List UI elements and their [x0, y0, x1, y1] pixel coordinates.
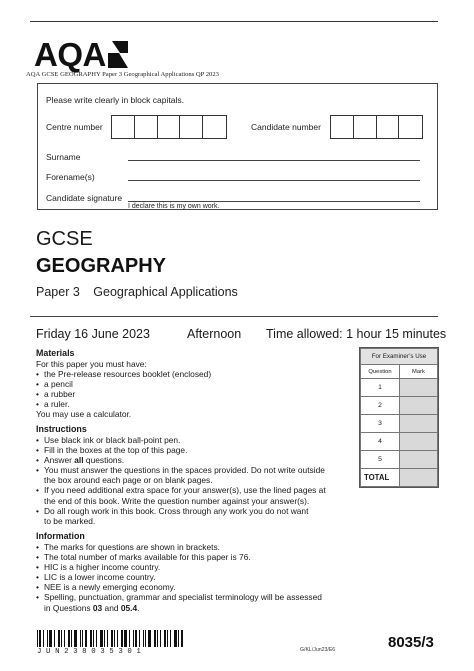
barcode-bar: [90, 630, 92, 647]
logo-text: AQA: [34, 36, 106, 73]
subject-title: GEOGRAPHY: [36, 255, 167, 277]
barcode-bar: [96, 630, 97, 647]
barcode-bar: [80, 630, 81, 647]
paper-title: [36, 285, 238, 299]
materials-item: • a rubber: [36, 389, 211, 399]
barcode-bar: [154, 630, 156, 647]
mark-cell: [400, 415, 438, 433]
instruction-item: • Fill in the boxes at the top of this page.: [36, 445, 326, 455]
question-number: 5: [361, 451, 400, 469]
materials-item: • a pencil: [36, 379, 211, 389]
information-item-spag: • Spelling, punctuation, grammar and specialist terminology will be assessed in Questions 03 and 05.4.: [36, 592, 322, 612]
barcode-bar: [164, 630, 166, 647]
forenames-label: Forename(s): [46, 172, 95, 182]
mark-column-header: Mark: [400, 365, 438, 379]
time-allowed: Time allowed: 1 hour 15 minutes: [266, 327, 447, 341]
barcode-bar: [61, 630, 62, 647]
information-item: • HIC is a higher income country.: [36, 562, 322, 572]
barcode-bar: [133, 630, 134, 647]
surname-label: Surname: [46, 152, 81, 162]
information-item: • The total number of marks available for this paper is 76.: [36, 552, 322, 562]
calculator-note: You may use a calculator.: [36, 409, 132, 420]
barcode-bar: [114, 630, 115, 647]
barcode-bar: [47, 630, 48, 647]
barcode-bar: [93, 630, 94, 647]
materials-intro: For this paper you must have:: [36, 359, 147, 369]
materials-heading: Materials: [36, 348, 75, 358]
barcode-bar: [178, 630, 179, 647]
barcode-bar: [49, 630, 52, 647]
aqa-logo: [34, 36, 129, 73]
qualification-title: GCSE: [36, 228, 93, 250]
document-code: G/KL/Jun23/E6: [300, 647, 336, 653]
exam-date: Friday 16 June 2023: [36, 327, 150, 341]
paper-number: Paper 3: [36, 285, 80, 299]
instructions-heading: Instructions: [36, 424, 87, 434]
barcode-bar: [71, 630, 72, 647]
barcode-bar: [167, 630, 168, 647]
barcode: [37, 630, 187, 647]
barcode-bar: [124, 630, 127, 647]
question-column-header: Question: [361, 365, 400, 379]
barcode-bar: [54, 630, 55, 647]
paper-code: 8035/3: [388, 634, 434, 651]
information-list: [36, 542, 322, 613]
barcode-bar: [37, 630, 38, 647]
barcode-bar: [139, 630, 140, 647]
materials-section: [36, 348, 211, 420]
barcode-bar: [170, 630, 171, 647]
total-mark-cell: [400, 469, 438, 487]
barcode-bar: [160, 630, 161, 647]
examiners-use-title: For Examiner’s Use: [361, 349, 438, 365]
mark-cell: [400, 451, 438, 469]
candidate-number-input[interactable]: [330, 115, 423, 139]
block-capitals-instruction: Please write clearly in block capitals.: [46, 95, 184, 105]
question-number: 1: [361, 379, 400, 397]
barcode-bar: [143, 630, 144, 647]
centre-number-label: Centre number: [46, 122, 103, 132]
barcode-bar: [135, 630, 137, 647]
barcode-bar: [174, 630, 177, 647]
own-work-declaration: I declare this is my own work.: [128, 203, 220, 210]
instruction-item: • Do all rough work in this book. Cross through any work you do not want to be marked.: [36, 506, 326, 526]
information-heading: Information: [36, 531, 85, 541]
materials-list: [36, 369, 211, 409]
instruction-item: • Answer all questions.: [36, 455, 326, 465]
barcode-bar: [82, 630, 83, 647]
barcode-bar: [107, 630, 108, 647]
barcode-bar: [117, 630, 118, 647]
forenames-field[interactable]: [128, 180, 420, 181]
materials-item: • a ruler.: [36, 399, 211, 409]
barcode-bar: [100, 630, 103, 647]
question-number: 4: [361, 433, 400, 451]
signature-label: Candidate signature: [46, 193, 123, 203]
barcode-bar: [157, 630, 158, 647]
instructions-section: [36, 424, 326, 526]
barcode-bar: [74, 630, 77, 647]
aqa-logo-mark-icon: [107, 40, 129, 70]
barcode-bar: [58, 630, 60, 647]
total-label: TOTAL: [361, 469, 400, 487]
barcode-bar: [121, 630, 123, 647]
barcode-bar: [68, 630, 70, 647]
barcode-bar: [39, 630, 41, 647]
mark-cell: [400, 433, 438, 451]
signature-field[interactable]: [128, 201, 420, 202]
information-item: • The marks for questions are shown in brackets.: [36, 542, 322, 552]
mark-cell: [400, 379, 438, 397]
barcode-number: JUN238035301: [37, 648, 146, 656]
paper-name: Geographical Applications: [93, 285, 238, 299]
barcode-bar: [104, 630, 105, 647]
instruction-item: • You must answer the questions in the spaces provided. Do not write outside the box around each page or on blank pages.: [36, 465, 326, 485]
candidate-number-label: Candidate number: [251, 122, 321, 132]
barcode-bar: [85, 630, 87, 647]
barcode-bar: [43, 630, 44, 647]
barcode-bar: [111, 630, 113, 647]
qp-reference: AQA GCSE GEOGRAPHY Paper 3 Geographical Applications QP 2023: [26, 71, 219, 78]
information-item: • LIC is a lower income country.: [36, 572, 322, 582]
surname-field[interactable]: [128, 160, 420, 161]
question-number: 3: [361, 415, 400, 433]
materials-item: • the Pre-release resources booklet (enclosed): [36, 369, 211, 379]
barcode-bar: [148, 630, 151, 647]
question-number: 2: [361, 397, 400, 415]
barcode-bar: [129, 630, 130, 647]
top-rule: [30, 21, 438, 22]
barcode-bar: [145, 630, 146, 647]
barcode-bar: [64, 630, 65, 647]
centre-number-input[interactable]: [111, 115, 227, 139]
examiners-use-table: [359, 347, 439, 488]
candidate-details-box: [37, 83, 438, 210]
instruction-item: • If you need additional extra space for your answer(s), use the lined pages at the end of this book. Write the question number against your answer(s).: [36, 485, 326, 505]
barcode-bar: [181, 630, 183, 647]
information-section: [36, 531, 322, 613]
instructions-list: [36, 435, 326, 526]
exam-session: Afternoon: [187, 327, 242, 341]
section-divider: [30, 316, 438, 317]
instruction-item: • Use black ink or black ball-point pen.: [36, 435, 326, 445]
mark-cell: [400, 397, 438, 415]
information-item: • NEE is a newly emerging economy.: [36, 582, 322, 592]
